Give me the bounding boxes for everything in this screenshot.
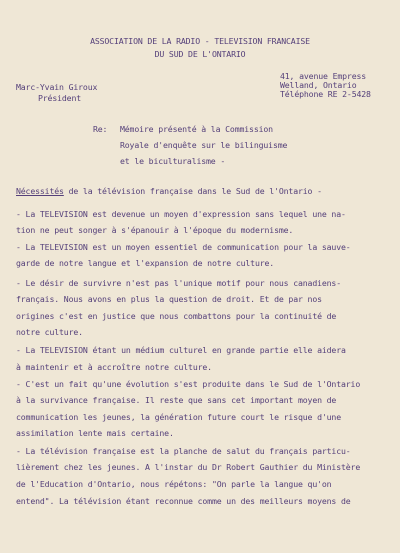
- section-heading: [16, 186, 322, 196]
- subject-line-2: Royale d'enquête sur le bilinguisme: [120, 140, 288, 150]
- subject-line-3: et le biculturalisme -: [120, 156, 226, 166]
- paragraph-line: - C'est un fait qu'une évolution s'est produite dans le Sud de l'Ontario: [16, 379, 361, 389]
- sender-name: Marc-Yvain Giroux: [16, 82, 98, 92]
- address-street: 41, avenue Empress: [280, 71, 367, 81]
- paragraph-line: français. Nous avons en plus la question de droit. Et de par nos: [16, 294, 322, 304]
- section-heading-underlined: Nécessités: [16, 186, 64, 196]
- paragraph-line: - La TELEVISION étant un médium culturel en grande partie elle aidera: [16, 345, 346, 355]
- subject-re: Re:: [93, 124, 108, 134]
- paragraph-line: à la survivance française. Il reste que sans cet important moyen de: [16, 395, 337, 405]
- association-region: DU SUD DE L'ONTARIO: [154, 49, 246, 59]
- paragraph-line: tion ne peut songer à s'épanouir à l'époque du modernisme.: [16, 225, 294, 235]
- paragraph-line: - La TELEVISION est un moyen essentiel de communication pour la sauve-: [16, 242, 351, 252]
- address-city: Welland, Ontario: [280, 80, 357, 90]
- paragraph-line: communication les jeunes, la génération future court le risque d'une: [16, 412, 341, 422]
- paragraph-line: origines c'est en justice que nous combattons pour la continuité de: [16, 311, 337, 321]
- sender-title: Président: [38, 93, 82, 103]
- paragraph-line: - La télévision française est la planche de salut du français particu-: [16, 446, 351, 456]
- association-name: ASSOCIATION DE LA RADIO - TELEVISION FRANCAISE: [90, 36, 310, 46]
- paragraph-line: entend". La télévision étant reconnue comme un des meilleurs moyens de: [16, 496, 351, 506]
- section-heading-rest: de la télévision française dans le Sud de l'Ontario -: [68, 186, 322, 196]
- paragraph-line: garde de notre langue et l'expansion de notre culture.: [16, 258, 275, 268]
- paragraph-line: lièrement chez les jeunes. A l'instar du Dr Robert Gauthier du Ministère: [16, 462, 361, 472]
- address-phone: Téléphone RE 2-5428: [280, 89, 371, 99]
- paragraph-line: - La TELEVISION est devenue un moyen d'expression sans lequel une na-: [16, 209, 346, 219]
- subject-line-1: Mémoire présenté à la Commission: [120, 124, 273, 134]
- paragraph-line: notre culture.: [16, 327, 83, 337]
- paragraph-line: de l'Education d'Ontario, nous répétons: "On parle la langue qu'on: [16, 479, 332, 489]
- paragraph-line: - Le désir de survivre n'est pas l'unique motif pour nous canadiens-: [16, 278, 341, 288]
- paragraph-line: assimilation lente mais certaine.: [16, 428, 174, 438]
- paragraph-line: à maintenir et à accroître notre culture.: [16, 362, 212, 372]
